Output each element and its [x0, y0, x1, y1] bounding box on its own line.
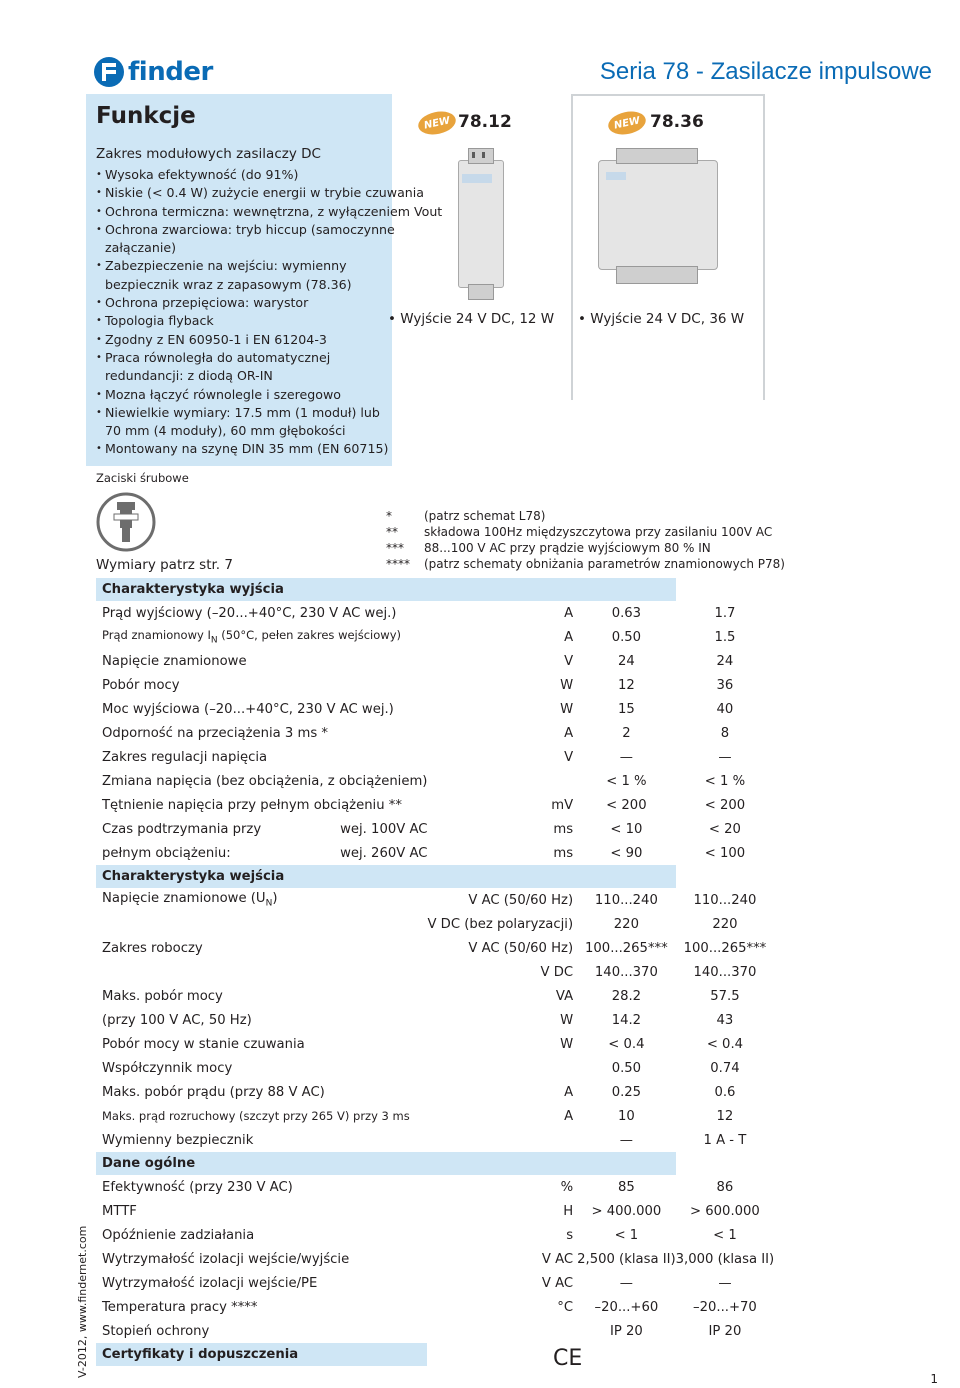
- spec-label-text: Efektywność (przy 230 V AC): [102, 1179, 293, 1195]
- spec-value-78-12: 24: [617, 653, 635, 669]
- spec-label: [96, 1319, 427, 1343]
- spec-row: [96, 1080, 774, 1104]
- spec-label: [96, 1056, 427, 1080]
- spec-unit: V AC (50/60 Hz): [468, 892, 574, 908]
- spec-unit: VA: [555, 988, 574, 1004]
- spec-value-78-12: < 10: [610, 821, 643, 837]
- spec-unit: A: [564, 725, 574, 741]
- spec-unit: V DC (bez polaryzacji): [427, 916, 574, 932]
- spec-value-78-36: > 600.000: [690, 1203, 760, 1219]
- section-header-row: [96, 1152, 774, 1175]
- spec-label: [96, 745, 427, 769]
- output-78-36: • Wyjście 24 V DC, 36 W: [578, 311, 745, 327]
- spec-table: [96, 578, 774, 1366]
- footnote-text: (patrz schemat L78): [424, 509, 546, 523]
- spec-value-78-36: 1.7: [714, 605, 736, 621]
- spec-value-78-12: < 200: [606, 797, 647, 813]
- spec-label-text: Prąd znamionowy I: [102, 628, 211, 643]
- feature-item: redundancji: z diodą OR-IN: [105, 368, 273, 384]
- spec-condition: wej. 100V AC: [340, 821, 428, 837]
- spec-label-subscript: N: [210, 635, 218, 646]
- spec-value-78-12: —: [619, 1132, 633, 1148]
- side-footer: V-2012, www.findernet.com: [76, 1225, 89, 1378]
- section-title: Charakterystyka wyjścia: [96, 578, 676, 601]
- spec-label: [96, 960, 427, 984]
- product-code-78-12: 78.12: [458, 112, 512, 132]
- spec-row: [96, 721, 774, 745]
- spec-value-78-12: > 400.000: [591, 1203, 662, 1219]
- spec-unit: ms: [553, 845, 574, 861]
- spec-label-text: Odporność na przeciążenia 3 ms *: [102, 725, 328, 741]
- spec-unit: s: [566, 1227, 574, 1243]
- spec-value-78-36: —: [718, 1275, 732, 1291]
- spec-row: [96, 1223, 774, 1247]
- spec-label-text: Tętnienie napięcia przy pełnym obciążeniu **: [102, 797, 402, 813]
- spec-row: [96, 1199, 774, 1223]
- section-header-row: [96, 578, 774, 601]
- spec-label: [96, 1271, 427, 1295]
- column-top-rule: [571, 94, 765, 96]
- spec-value-78-36: —: [718, 749, 732, 765]
- spec-row: [96, 673, 774, 697]
- spec-condition: wej. 260V AC: [340, 845, 428, 861]
- spec-unit: V: [564, 749, 574, 765]
- spec-row: [96, 1247, 774, 1271]
- spec-value-78-36: 220: [712, 916, 738, 932]
- spec-label-text: Napięcie znamionowe: [102, 653, 247, 669]
- spec-row: [96, 817, 774, 841]
- spec-label: [96, 601, 427, 625]
- spec-unit: W: [560, 701, 574, 717]
- spec-label-text: (50°C, pełen zakres wejściowy): [217, 628, 401, 643]
- feature-item: • Montowany na szynę DIN 35 mm (EN 60715): [96, 440, 388, 458]
- spec-label-text: Wytrzymałość izolacji wejście/PE: [102, 1275, 318, 1291]
- spec-value-78-12: 85: [617, 1179, 635, 1195]
- spec-label-text: MTTF: [102, 1203, 137, 1219]
- spec-label: [96, 697, 427, 721]
- spec-row: [96, 745, 774, 769]
- spec-unit: W: [560, 677, 574, 693]
- feature-item: 70 mm (4 moduły), 60 mm głębokości: [105, 423, 346, 439]
- spec-value-78-36: < 100: [704, 845, 746, 861]
- feature-item: • Wysoka efektywność (do 91%): [96, 166, 388, 184]
- spec-unit: %: [560, 1179, 574, 1195]
- spec-value-78-12: < 90: [610, 845, 643, 861]
- new-badge: NEW: [416, 108, 458, 137]
- spec-label-text: pełnym obciążeniu:: [102, 845, 231, 861]
- spec-label-text: ): [272, 891, 278, 907]
- column-divider: [571, 94, 573, 400]
- dimensions-reference: Wymiary patrz str. 7: [96, 557, 233, 573]
- spec-value-78-12: 100...265***: [585, 940, 668, 956]
- spec-value-78-12: 220: [613, 916, 639, 932]
- spec-label-text: Stopień ochrony: [102, 1323, 210, 1339]
- features-subtitle: Zakres modułowych zasilaczy DC: [96, 146, 321, 162]
- spec-label: [96, 1223, 427, 1247]
- spec-row: [96, 697, 774, 721]
- spec-label-text: Zmiana napięcia (bez obciążenia, z obciążeniem): [102, 773, 428, 789]
- spec-unit: ms: [553, 821, 574, 837]
- column-divider: [763, 94, 765, 400]
- spec-label: [96, 936, 427, 960]
- spec-label: [96, 1175, 427, 1199]
- spec-label-text: Maks. prąd rozruchowy (szczyt przy 265 V) przy 3 ms: [102, 1109, 410, 1123]
- spec-value-78-12: IP 20: [609, 1323, 643, 1339]
- spec-value-78-12: < 1 %: [606, 773, 647, 789]
- spec-unit: V AC: [541, 1275, 574, 1291]
- spec-label: [96, 1080, 427, 1104]
- spec-unit: V AC: [541, 1251, 574, 1267]
- spec-row: [96, 1056, 774, 1080]
- device-78-36-image: [596, 148, 722, 288]
- spec-label-text: Zakres roboczy: [102, 940, 203, 956]
- spec-value-78-36: 110...240: [693, 892, 757, 908]
- spec-unit: A: [564, 1108, 574, 1124]
- footnote: [386, 524, 785, 540]
- feature-item: • Zgodny z EN 60950-1 i EN 61204-3: [96, 331, 388, 349]
- spec-row: [96, 1104, 774, 1128]
- ce-mark-icon: CE: [553, 1346, 583, 1371]
- footnote-mark: ****: [386, 557, 410, 571]
- spec-label: [96, 817, 427, 841]
- feature-item: • Mozna łączyć równolegle i szeregowo: [96, 386, 388, 404]
- feature-item: bezpiecznik wraz z zapasowym (78.36): [105, 276, 352, 292]
- spec-value-78-36: 0.74: [710, 1060, 740, 1076]
- finder-logo: [94, 56, 213, 88]
- spec-label: [96, 1199, 427, 1223]
- footnote: [386, 540, 785, 556]
- spec-row: [96, 1008, 774, 1032]
- spec-value-78-12: 12: [617, 677, 635, 693]
- functions-heading: Funkcje: [96, 103, 196, 129]
- new-badge: NEW: [606, 108, 648, 137]
- spec-label: [96, 888, 427, 912]
- spec-value-78-12: < 0.4: [608, 1036, 645, 1052]
- spec-row: [96, 1295, 774, 1319]
- product-code-78-36: 78.36: [650, 112, 704, 132]
- spec-row: [96, 960, 774, 984]
- spec-label: [96, 793, 427, 817]
- series-title: Seria 78 - Zasilacze impulsowe: [599, 58, 932, 85]
- spec-row: [96, 984, 774, 1008]
- spec-row: [96, 601, 774, 625]
- feature-item: • Topologia flyback: [96, 312, 388, 330]
- spec-unit: W: [560, 1012, 574, 1028]
- spec-unit: V AC (50/60 Hz): [468, 940, 574, 956]
- spec-unit: [427, 769, 577, 793]
- spec-value-78-36: 40: [716, 701, 734, 717]
- spec-row: [96, 936, 774, 960]
- spec-label-text: Pobór mocy w stanie czuwania: [102, 1036, 305, 1052]
- spec-value-78-36: IP 20: [708, 1323, 742, 1339]
- spec-row: [96, 769, 774, 793]
- spec-row: [96, 912, 774, 936]
- spec-label-text: Wymienny bezpiecznik: [102, 1132, 254, 1148]
- spec-unit: A: [564, 1084, 574, 1100]
- spec-unit: A: [564, 605, 574, 621]
- spec-label: [96, 1247, 427, 1271]
- spec-label: [96, 841, 427, 865]
- spec-value-78-12: 10: [617, 1108, 635, 1124]
- spec-label: [96, 1295, 427, 1319]
- spec-value-78-36: 8: [720, 725, 730, 741]
- spec-label: [96, 625, 427, 649]
- footnote-mark: **: [386, 525, 398, 539]
- spec-row: [96, 1271, 774, 1295]
- spec-label-subscript: N: [265, 898, 273, 909]
- feature-item: • Zabezpieczenie na wejściu: wymienny: [96, 257, 388, 275]
- spec-label-text: Maks. pobór prądu (przy 88 V AC): [102, 1084, 325, 1100]
- output-78-12: • Wyjście 24 V DC, 12 W: [388, 311, 555, 327]
- spec-label-text: Opóźnienie zadziałania: [102, 1227, 255, 1243]
- spec-value-78-36: < 200: [704, 797, 746, 813]
- spec-value-78-12: —: [619, 1275, 633, 1291]
- footnote-text: 88...100 V AC przy prądzie wyjściowym 80 % IN: [424, 541, 711, 555]
- spec-value-78-12: 140...370: [594, 964, 658, 980]
- spec-row: [96, 888, 774, 912]
- spec-unit: [427, 1056, 577, 1080]
- spec-unit: [427, 1128, 577, 1152]
- spec-value-78-36: 86: [716, 1179, 734, 1195]
- spec-label-text: Moc wyjściowa (–20...+40°C, 230 V AC wej.): [102, 701, 394, 717]
- spec-value-78-12: 14.2: [611, 1012, 642, 1028]
- spec-unit: H: [563, 1203, 574, 1219]
- spec-value-78-36: 12: [716, 1108, 734, 1124]
- spec-row: [96, 649, 774, 673]
- footnote: [386, 556, 785, 572]
- spec-value-78-36: < 1 %: [704, 773, 746, 789]
- spec-value-78-36: 43: [716, 1012, 734, 1028]
- feature-item: załączanie): [105, 240, 177, 256]
- spec-unit: °C: [557, 1299, 574, 1315]
- device-78-12-image: [452, 148, 508, 298]
- spec-label-text: Wytrzymałość izolacji wejście/wyjście: [102, 1251, 350, 1267]
- spec-value-78-12: < 1: [614, 1227, 639, 1243]
- spec-label-text: Współczynnik mocy: [102, 1060, 233, 1076]
- screw-terminal-icon: [96, 492, 156, 552]
- footnotes: [386, 508, 785, 572]
- spec-label: [96, 1008, 427, 1032]
- spec-value-78-36: 57.5: [710, 988, 740, 1004]
- footnote-mark: ***: [386, 541, 404, 555]
- spec-label: [96, 721, 427, 745]
- finder-logo-icon: [94, 57, 124, 87]
- spec-value-78-12: 2: [622, 725, 631, 741]
- spec-unit: A: [564, 629, 574, 645]
- section-header-row: [96, 865, 774, 888]
- spec-value-78-12: 110...240: [594, 892, 658, 908]
- spec-row: [96, 841, 774, 865]
- feature-item: • Ochrona przepięciowa: warystor: [96, 294, 388, 312]
- spec-value-78-12: 15: [617, 701, 635, 717]
- spec-unit: [427, 1319, 577, 1343]
- spec-row: [96, 1032, 774, 1056]
- spec-label-text: Temperatura pracy ****: [102, 1299, 258, 1315]
- spec-unit: V: [564, 653, 574, 669]
- spec-value-78-12: 2,500 (klasa II): [577, 1251, 676, 1267]
- footnote-mark: *: [386, 509, 392, 523]
- feature-item: • Ochrona termiczna: wewnętrzna, z wyłączeniem Vout: [96, 203, 388, 221]
- spec-value-78-12: 0.25: [611, 1084, 642, 1100]
- feature-item: • Ochrona zwarciowa: tryb hiccup (samoczynne: [96, 221, 388, 239]
- spec-label-text: (przy 100 V AC, 50 Hz): [102, 1012, 252, 1028]
- spec-row: [96, 1175, 774, 1199]
- spec-row: [96, 1128, 774, 1152]
- spec-label-text: Czas podtrzymania przy: [102, 821, 262, 837]
- logo-text: finder: [128, 57, 213, 87]
- spec-value-78-36: 0.6: [714, 1084, 736, 1100]
- spec-row: [96, 1319, 774, 1343]
- spec-label-text: Napięcie znamionowe (U: [102, 891, 266, 907]
- spec-value-78-36: 1.5: [714, 629, 736, 645]
- spec-label: [96, 649, 427, 673]
- spec-value-78-36: 36: [716, 677, 734, 693]
- spec-value-78-12: –20...+60: [594, 1299, 659, 1315]
- spec-value-78-36: 24: [716, 653, 734, 669]
- spec-row: [96, 625, 774, 649]
- spec-label: [96, 984, 427, 1008]
- feature-item: • Niewielkie wymiary: 17.5 mm (1 moduł) lub: [96, 404, 388, 422]
- spec-label: [96, 1128, 427, 1152]
- terminals-label: Zaciski śrubowe: [96, 471, 189, 485]
- section-header-row: [96, 1343, 774, 1366]
- spec-unit: W: [560, 1036, 574, 1052]
- page-number: 1: [930, 1372, 938, 1386]
- spec-label-text: Pobór mocy: [102, 677, 180, 693]
- feature-item: • Praca równoległa do automatycznej: [96, 349, 388, 367]
- spec-label: [96, 1104, 427, 1128]
- spec-value-78-36: 3,000 (klasa II): [675, 1251, 775, 1267]
- spec-value-78-36: 100...265***: [683, 940, 767, 956]
- spec-value-78-36: –20...+70: [693, 1299, 757, 1315]
- section-title: Dane ogólne: [96, 1152, 676, 1175]
- section-title: Charakterystyka wejścia: [96, 865, 676, 888]
- spec-unit: V DC: [540, 964, 574, 980]
- spec-value-78-12: 0.50: [611, 629, 642, 645]
- spec-label: [96, 769, 427, 793]
- spec-value-78-12: 28.2: [611, 988, 642, 1004]
- spec-unit: mV: [551, 797, 574, 813]
- spec-value-78-12: —: [619, 749, 633, 765]
- spec-value-78-36: 140...370: [693, 964, 757, 980]
- spec-label: [96, 1032, 427, 1056]
- spec-label: [96, 673, 427, 697]
- spec-value-78-36: < 20: [708, 821, 741, 837]
- features-list: [96, 166, 443, 459]
- spec-row: [96, 793, 774, 817]
- section-title: Certyfikaty i dopuszczenia: [96, 1343, 427, 1366]
- spec-value-78-12: 0.50: [611, 1060, 642, 1076]
- spec-label-text: Prąd wyjściowy (–20...+40°C, 230 V AC wej.): [102, 605, 397, 621]
- spec-value-78-12: 0.63: [611, 605, 642, 621]
- footnote-text: (patrz schematy obniżania parametrów znamionowych P78): [424, 557, 785, 571]
- footnote: [386, 508, 785, 524]
- footnote-text: składowa 100Hz międzyszczytowa przy zasilaniu 100V AC: [424, 525, 773, 539]
- spec-label-text: Zakres regulacji napięcia: [102, 749, 268, 765]
- spec-label: [96, 912, 427, 936]
- spec-value-78-36: < 1: [713, 1227, 737, 1243]
- feature-item: • Niskie (< 0.4 W) zużycie energii w trybie czuwania: [96, 184, 388, 202]
- spec-value-78-36: 1 A - T: [703, 1132, 747, 1148]
- spec-value-78-36: < 0.4: [706, 1036, 744, 1052]
- spec-label-text: Maks. pobór mocy: [102, 988, 223, 1004]
